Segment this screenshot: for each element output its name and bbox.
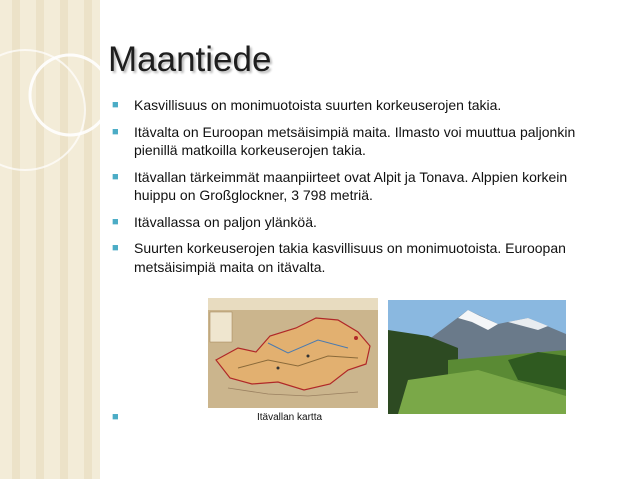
bullet-icon: ■: [112, 215, 119, 228]
bullet-item: [112, 239, 612, 276]
decorative-sidebar: [0, 0, 100, 479]
slide-title: Maantiede: [108, 40, 272, 79]
empty-bullet-icon: ■: [112, 411, 119, 423]
bullet-item: [112, 123, 612, 160]
bullet-icon: ■: [112, 99, 119, 111]
bullet-text: Itävallassa on paljon ylänköä.: [134, 213, 317, 230]
bullet-text: Kasvillisuus on monimuotoista suurten korkeuserojen takia.: [134, 97, 502, 113]
bullet-text: Suurten korkeuserojen takia kasvillisuus on monimuotoista. Euroopan metsäisimpiä maita on itävalta.: [134, 240, 566, 275]
map-illustration: [208, 298, 378, 408]
alps-landscape-image: [388, 300, 566, 414]
image-caption: Itävallan kartta: [257, 412, 323, 423]
bullet-item: [112, 213, 612, 232]
bullet-text: Itävallan tärkeimmät maanpiirteet ovat Alpit ja Tonava. Alppien korkein huippu on Großglockner, 3 798 metriä.: [134, 168, 568, 203]
bullet-list: [112, 96, 612, 284]
decorative-circles: [0, 0, 100, 479]
bullet-icon: ■: [112, 242, 119, 254]
austria-map-image: [208, 298, 378, 408]
landscape-illustration: [388, 300, 566, 414]
bullet-item: [112, 168, 612, 205]
bullet-icon: ■: [112, 125, 119, 138]
bullet-text: Itävalta on Euroopan metsäisimpiä maita. Ilmasto voi muuttua paljonkin pienillä matkoilla korkeuserojen takia.: [134, 123, 576, 158]
bullet-item: [112, 96, 612, 115]
bullet-icon: ■: [112, 170, 119, 183]
